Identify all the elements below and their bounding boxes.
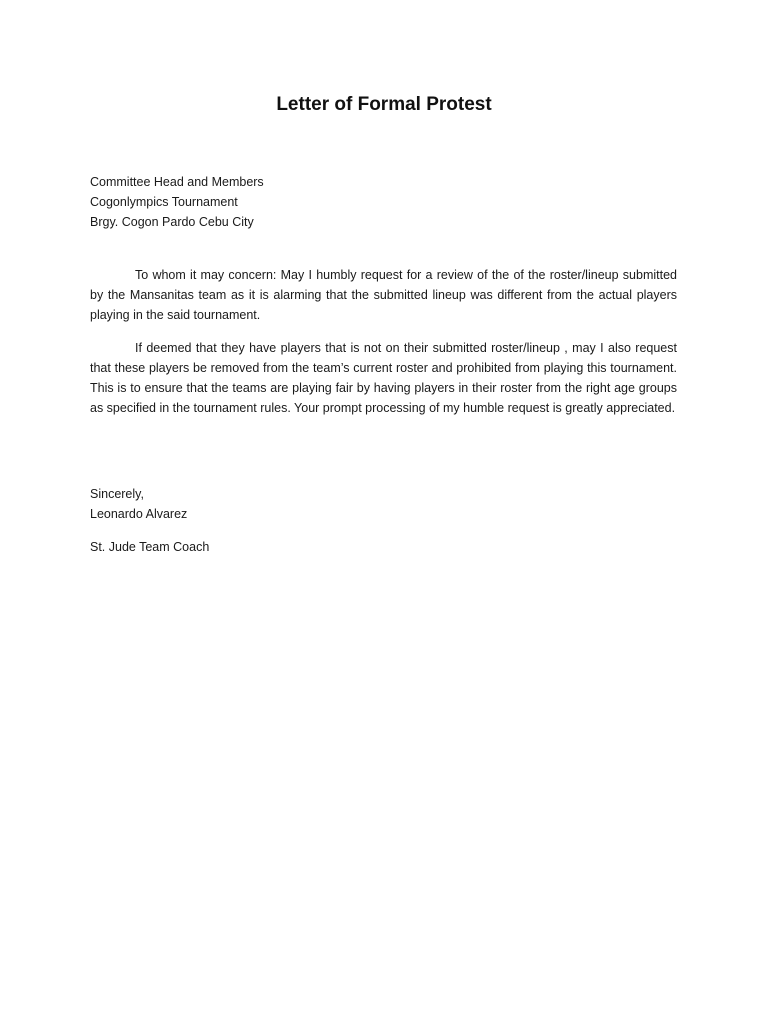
- recipient-address: [90, 172, 680, 233]
- letter-title: Letter of Formal Protest: [276, 94, 492, 115]
- recipient-line-3: Brgy. Cogon Pardo Cebu City: [90, 215, 254, 230]
- signer-role: St. Jude Team Coach: [90, 540, 210, 554]
- signer-name: Leonardo Alvarez: [90, 507, 188, 521]
- body-paragraph-2: If deemed that they have players that is not on their submitted roster/lineup , may I also request that these players be removed from the team’s current roster and prohibited from playing this tournament. This is to ensure that the teams are playing fair by having players in their roster from the right age groups as specified in the tournament rules. Your prompt processing of my humble request is greatly appreciated.: [90, 341, 677, 415]
- recipient-line-2: Cogonlympics Tournament: [90, 195, 238, 210]
- closing-block: [90, 484, 187, 524]
- recipient-line-1: Committee Head and Members: [90, 175, 264, 189]
- body-paragraph-1: To whom it may concern: May I humbly request for a review of the of the roster/lineup submitted by the Mansanitas team as it is alarming that the submitted lineup was different from the actual players playing in the said tournament.: [90, 268, 677, 322]
- closing-salutation: Sincerely,: [90, 487, 144, 501]
